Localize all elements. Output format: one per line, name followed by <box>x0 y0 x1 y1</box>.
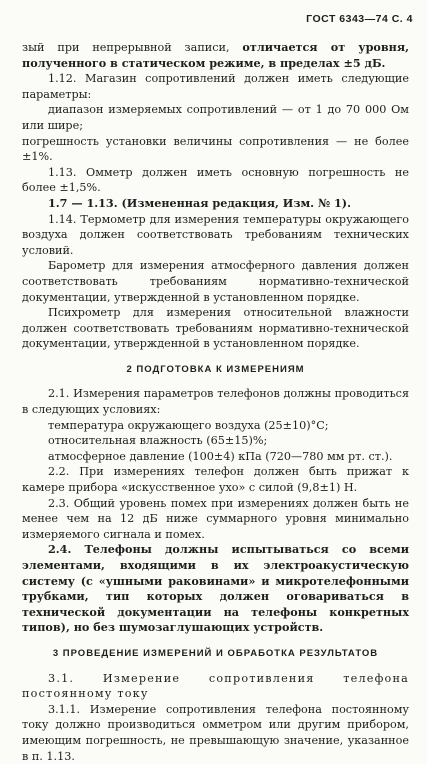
condition-temperature: температура окружающего воздуха (25±10)°С; <box>48 418 329 432</box>
paragraph-continuation <box>22 40 409 71</box>
paragraph-setting-error: погрешность установки величины сопротивления — не более ±1%. <box>22 134 409 164</box>
paragraph-1-14: 1.14. Термометр для измерения температуры окружающего воздуха должен соответствовать требованиям технических условий. <box>22 212 409 257</box>
paragraph-continuation-start: зый при непрерывной записи, <box>22 41 230 54</box>
section-2-heading: 2 ПОДГОТОВКА К ИЗМЕРЕНИЯМ <box>126 363 305 375</box>
section-3-heading: 3 ПРОВЕДЕНИЕ ИЗМЕРЕНИЙ И ОБРАБОТКА РЕЗУЛЬТАТОВ <box>52 647 379 659</box>
paragraph-1-13: 1.13. Омметр должен иметь основную погрешность не более ±1,5%. <box>22 165 409 195</box>
paragraph-2-2: 2.2. При измерениях телефон должен быть прижат к камере прибора «искусственное ухо» с силой (9,8±1) Н. <box>22 465 409 495</box>
condition-humidity: относительная влажность (65±15)%; <box>48 434 268 448</box>
paragraph-3-1-1: 3.1.1. Измерение сопротивления телефона постоянному току должно производиться омметром или другим прибором, имеющим погрешность, не превышающую значение, указанное в п. 1.13. <box>22 702 409 763</box>
paragraph-resistance-range: диапазон измеряемых сопротивлений — от 1 до 70 000 Ом или шире; <box>22 103 409 132</box>
paragraph-1-12: 1.12. Магазин сопротивлений должен иметь следующие параметры: <box>22 72 409 101</box>
condition-pressure: атмосферное давление (100±4) кПа (720—780 мм рт. ст.). <box>48 449 393 463</box>
paragraph-barometer: Барометр для измерения атмосферного давления должен соответствовать требованиям нормативно-технической документации, утвержденной в установленном порядке. <box>22 259 409 304</box>
paragraph-continuation-amendment: отличается от уровня, полученного в статическом режиме, в пределах ±5 дБ. <box>22 40 409 70</box>
paragraph-psychrometer: Психрометр для измерения относительной влажности должен соответствовать требованиям нормативно-технической документации, утвержденной в установленном порядке. <box>22 306 409 351</box>
document-body <box>22 40 409 764</box>
paragraph-3-1: 3.1. Измерение сопротивления телефона постоянному току <box>22 671 409 701</box>
page-header-standard-ref: ГОСТ 6343—74 С. 4 <box>306 13 413 25</box>
paragraph-2-4: 2.4. Телефоны должны испытываться со всеми элементами, входящими в их электроакустическую систему (с «ушными раковинами» и микротелефонными трубками, тип которых должен оговариваться в технической документации на телефоны конкретных типов), но без шумозаглушающих устройств. <box>22 542 409 635</box>
paragraph-revision-note: 1.7 — 1.13. (Измененная редакция, Изм. № 1). <box>48 195 351 210</box>
paragraph-2-3: 2.3. Общий уровень помех при измерениях должен быть не менее чем на 12 дБ ниже суммарного уровня минимально измеряемого сигнала и помех. <box>22 496 409 541</box>
paragraph-2-1: 2.1. Измерения параметров телефонов должны проводиться в следующих условиях: <box>22 387 409 417</box>
